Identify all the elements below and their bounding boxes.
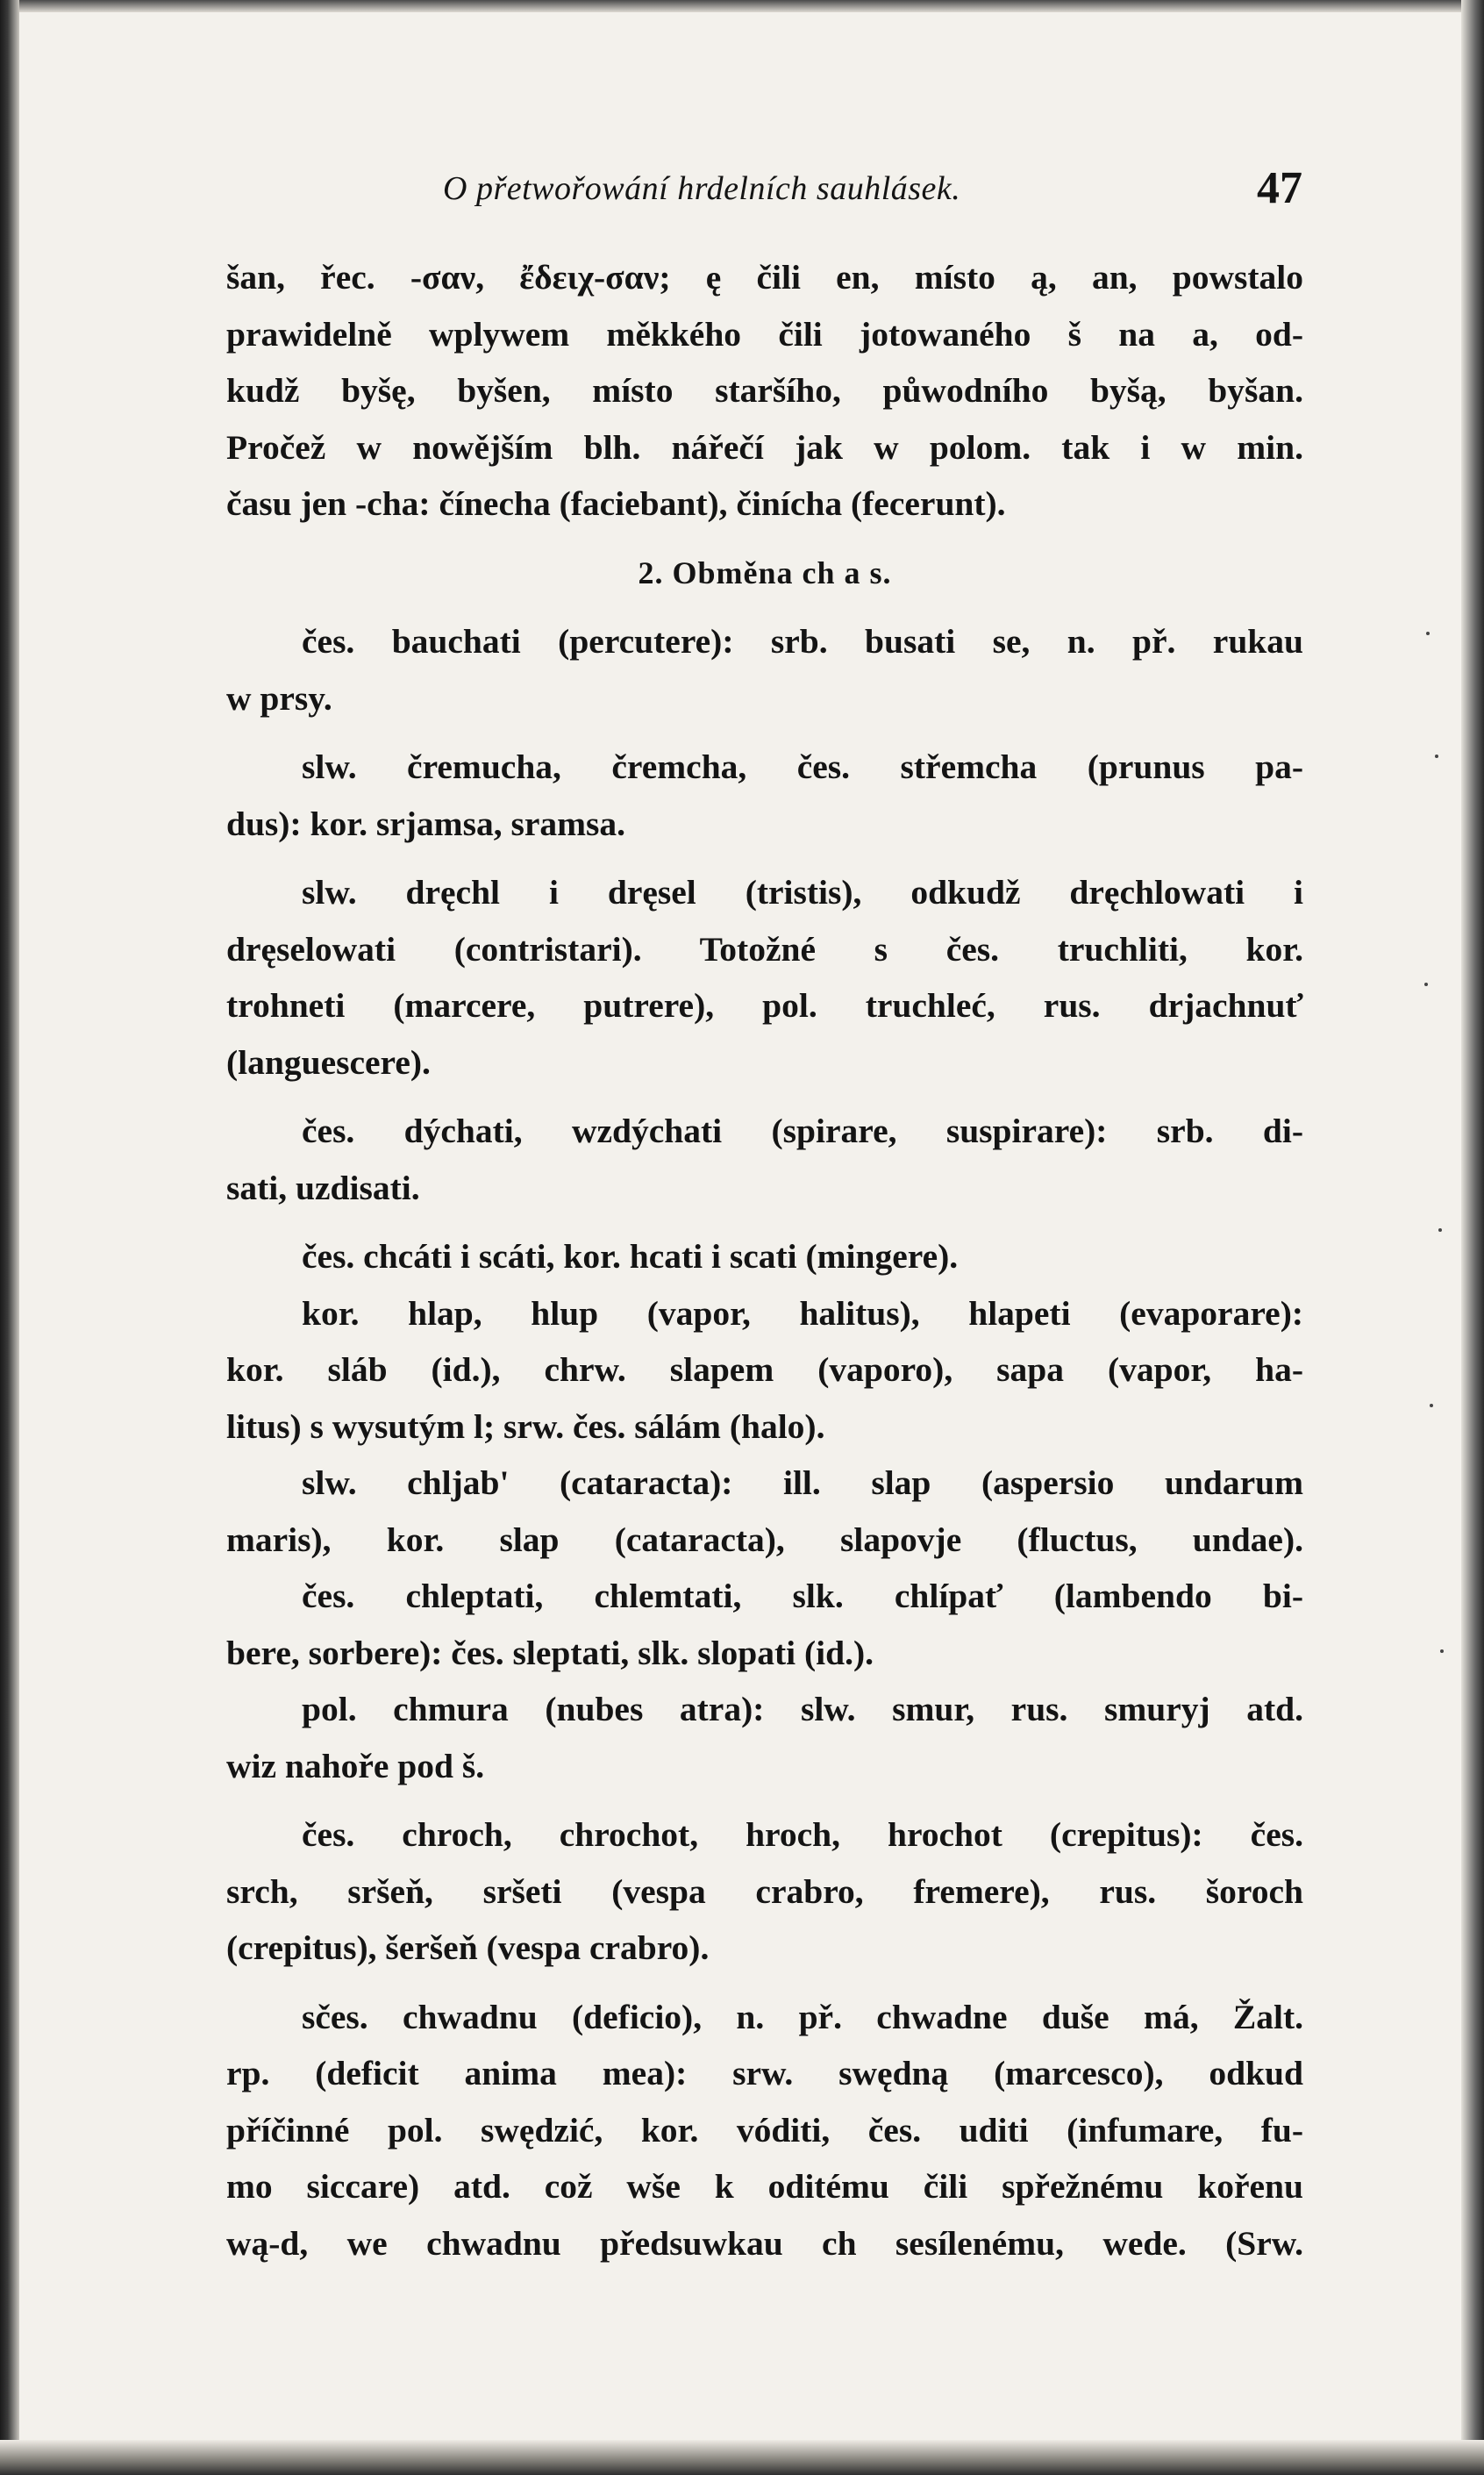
text-line: slw. dręchl i dręsel (tristis), odkudž dręchlowati i xyxy=(302,873,1303,912)
scan-edge-right xyxy=(1461,0,1484,2475)
page-number: 47 xyxy=(1257,163,1302,213)
text-line: (languescere). xyxy=(226,1042,431,1082)
text-line: kudž byšę, byšen, místo staršího, půwodního byšą, byšan. xyxy=(226,371,1303,410)
running-head: O přetwořowání hrdelních sauhlásek. xyxy=(443,170,961,207)
text-line: litus) s wysutým l; srw. čes. sálám (halo). xyxy=(226,1406,825,1446)
scan-edge-bottom xyxy=(0,2440,1484,2475)
scan-edge-left xyxy=(0,0,19,2475)
page-header xyxy=(443,162,1302,224)
text-line: (crepitus), šeršeň (vespa crabro). xyxy=(226,1928,710,1967)
text-line: mo siccare) atd. což wše k oditému čili spřežnému kořenu xyxy=(226,2167,1303,2206)
text-line: čes. chleptati, chlemtati, slk. chlípať (lambendo bi- xyxy=(302,1577,1303,1615)
text-line: dus): kor. srjamsa, sramsa. xyxy=(226,804,626,843)
text-line: prawidelně wplywem měkkého čili jotowaného š na a, od- xyxy=(226,314,1303,354)
text-line: příčinné pol. swędzić, kor. vóditi, čes. uditi (infumare, fu- xyxy=(226,2110,1303,2150)
text-line: maris), kor. slap (cataracta), slapovje (fluctus, undae). xyxy=(226,1520,1303,1559)
text-line: slw. čremucha, čremcha, čes. střemcha (prunus pa- xyxy=(302,748,1303,786)
text-line: času jen -cha: čínecha (faciebant), činíchа (fecerunt). xyxy=(226,484,1006,523)
text-line: čes. dýchati, wzdýchati (spirare, suspirare): srb. di- xyxy=(302,1112,1303,1150)
text-line: čes. bauchati (percutere): srb. busati se, n. př. rukau xyxy=(302,622,1303,661)
text-line: slw. chljab' (cataracta): ill. slap (aspersio undarum xyxy=(302,1463,1303,1502)
scan-edge-top xyxy=(0,0,1484,12)
margin-specks xyxy=(1423,614,1458,1930)
text-line: sčes. chwadnu (deficio), n. př. chwadne duše má, Žalt. xyxy=(302,1997,1303,2036)
text-line: rp. (deficit anima mea): srw. swędną (marcesco), odkud xyxy=(226,2054,1303,2092)
text-line: sati, uzdisati. xyxy=(226,1168,420,1207)
text-line: čes. chroch, chrochot, hroch, hrochot (crepitus): čes. xyxy=(302,1815,1303,1854)
text-line: dręselowati (contristari). Totožné s čes. truchliti, kor. xyxy=(226,929,1303,969)
text-line: trohneti (marcere, putrere), pol. truchleć, rus. drjachnuť xyxy=(226,986,1303,1025)
text-line: Pročež w nowějším blh. nářečí jak w polom. tak i w min. xyxy=(226,427,1303,467)
text-line: pol. chmura (nubes atra): slw. smur, rus. smuryj atd. xyxy=(302,1690,1303,1728)
text-line: w prsy. xyxy=(226,678,332,718)
text-line: srch, sršeň, sršeti (vespa crabro, fremere), rus. šoroch xyxy=(226,1871,1303,1911)
text-line: wiz nahoře pod š. xyxy=(226,1746,485,1785)
text-line: wą-d, we chwadnu předsuwkau ch sesílenému, wede. (Srw. xyxy=(226,2223,1303,2263)
section-heading: 2. Obměna ch a s. xyxy=(638,554,892,590)
text-line: čes. chcáti i scáti, kor. hcati i scati (mingere). xyxy=(302,1237,959,1276)
text-line: šan, řec. -σαν, ἔδειχ-σαν; ę čili en, místo ą, an, powstalo xyxy=(226,258,1303,297)
text-line: kor. hlap, hlup (vapor, halitus), hlapeti (evaporare): xyxy=(302,1293,1303,1333)
body-text xyxy=(226,249,1303,2271)
text-line: kor. sláb (id.), chrw. slapem (vaporo), sapa (vapor, ha- xyxy=(226,1350,1303,1389)
text-line: bere, sorbere): čes. sleptati, slk. slopati (id.). xyxy=(226,1633,874,1672)
